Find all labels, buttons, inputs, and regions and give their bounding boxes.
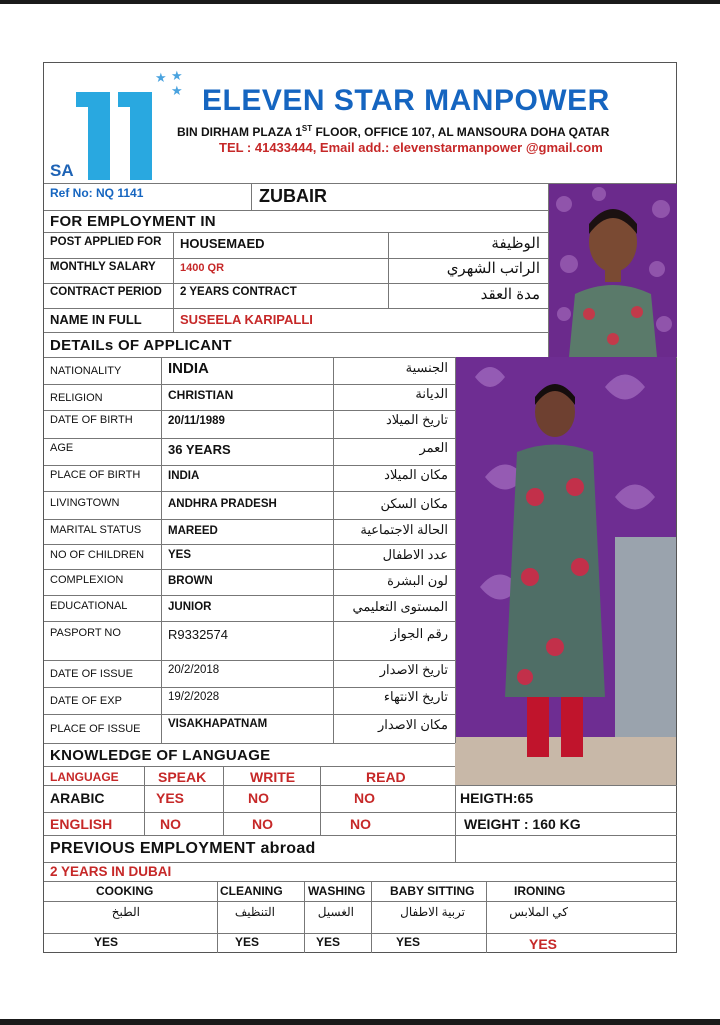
complexion-value: BROWN bbox=[168, 575, 213, 587]
star-icon: ★ bbox=[155, 70, 167, 85]
star-icon: ★ bbox=[171, 83, 183, 98]
marital-arabic: الحالة الاجتماعية bbox=[360, 522, 448, 537]
lang-header-read: READ bbox=[366, 769, 406, 785]
living-town-arabic: مكان السكن bbox=[380, 496, 448, 511]
skill-ironing-value: YES bbox=[529, 936, 558, 952]
applicant-short-name: ZUBAIR bbox=[259, 186, 327, 206]
nationality-value: INDIA bbox=[168, 360, 209, 377]
skill-ironing-label: IRONING bbox=[514, 884, 566, 898]
bottom-border bbox=[0, 1019, 720, 1025]
skill-cooking-arabic: الطبخ bbox=[111, 905, 140, 919]
dob-label: DATE OF BIRTH bbox=[50, 414, 133, 426]
skill-cleaning-label: CLEANING bbox=[220, 884, 283, 898]
nationality-label: NATIONALITY bbox=[50, 365, 122, 377]
lang-header-speak: SPEAK bbox=[158, 769, 207, 785]
previous-summary: 2 YEARS IN DUBAI bbox=[50, 864, 172, 879]
skill-washing-value: YES bbox=[316, 935, 341, 949]
lang-header-write: WRITE bbox=[250, 769, 296, 785]
education-arabic: المستوى التعليمي bbox=[352, 599, 448, 614]
complexion-arabic: لون البشرة bbox=[387, 573, 448, 588]
complexion-label: COMPLEXION bbox=[50, 574, 124, 586]
skill-babysitting-label: BABY SITTING bbox=[390, 884, 475, 898]
lang-arabic-write: NO bbox=[248, 790, 269, 806]
previous-section-title: PREVIOUS EMPLOYMENT abroad bbox=[50, 840, 316, 857]
passport-value: R9332574 bbox=[168, 627, 228, 642]
logo-eleven-icon bbox=[76, 68, 183, 180]
skill-cooking-value: YES bbox=[94, 935, 119, 949]
issue-place-value: VISAKHAPATNAM bbox=[168, 718, 268, 730]
height-value: HEIGTH:65 bbox=[460, 790, 534, 806]
salary-arabic: الراتب الشهري bbox=[446, 260, 540, 277]
lang-header-language: LANGUAGE bbox=[50, 770, 119, 784]
full-name-value: SUSEELA KARIPALLI bbox=[180, 312, 313, 327]
religion-label: RELIGION bbox=[50, 392, 103, 404]
company-address: BIN DIRHAM PLAZA 1ST FLOOR, OFFICE 107, AL MANSOURA DOHA QATAR bbox=[177, 124, 610, 139]
details-section-title: DETAILs OF APPLICANT bbox=[50, 337, 232, 354]
skill-ironing-arabic: كي الملابس bbox=[509, 905, 568, 919]
applicant-portrait-photo bbox=[549, 184, 677, 357]
star-icon: ★ bbox=[171, 68, 183, 83]
issue-date-label: DATE OF ISSUE bbox=[50, 668, 133, 680]
children-label: NO OF CHILDREN bbox=[50, 549, 145, 561]
skill-babysitting-value: YES bbox=[396, 935, 421, 949]
top-border bbox=[0, 0, 720, 4]
issue-date-arabic: تاريخ الاصدار bbox=[379, 662, 448, 677]
age-arabic: العمر bbox=[419, 440, 448, 455]
lang-english-write: NO bbox=[252, 816, 273, 832]
post-applied-label: POST APPLIED FOR bbox=[50, 236, 162, 248]
issue-place-arabic: مكان الاصدار bbox=[377, 717, 448, 732]
marital-value: MAREED bbox=[168, 525, 218, 537]
expiry-date-arabic: تاريخ الانتهاء bbox=[383, 689, 448, 704]
lang-arabic-name: ARABIC bbox=[50, 790, 105, 806]
dob-value: 20/11/1989 bbox=[168, 415, 225, 427]
skill-washing-label: WASHING bbox=[308, 884, 366, 898]
children-value: YES bbox=[168, 549, 192, 561]
religion-arabic: الديانة bbox=[415, 386, 448, 401]
issue-date-value: 20/2/2018 bbox=[168, 664, 220, 676]
skill-babysitting-arabic: تربية الاطفال bbox=[400, 905, 465, 919]
weight-value: WEIGHT : 160 KG bbox=[464, 816, 581, 832]
lang-arabic-read: NO bbox=[354, 790, 375, 806]
language-section-title: KNOWLEDGE OF LANGUAGE bbox=[50, 747, 271, 764]
religion-value: CHRISTIAN bbox=[168, 388, 234, 402]
contract-arabic: مدة العقد bbox=[480, 286, 540, 303]
ref-number: Ref No: NQ 1141 bbox=[50, 186, 144, 200]
birth-place-arabic: مكان الميلاد bbox=[384, 467, 448, 482]
company-contact: TEL : 41433444, Email add.: elevenstarmanpower @gmail.com bbox=[219, 140, 603, 155]
nationality-arabic: الجنسية bbox=[405, 360, 448, 375]
passport-arabic: رقم الجواز bbox=[390, 626, 448, 641]
age-label: AGE bbox=[50, 442, 74, 454]
company-name: ELEVEN STAR MANPOWER bbox=[202, 84, 610, 117]
post-applied-value: HOUSEMAED bbox=[180, 236, 265, 251]
education-value: JUNIOR bbox=[168, 601, 212, 613]
skill-cleaning-value: YES bbox=[235, 935, 260, 949]
salary-value: 1400 QR bbox=[180, 262, 225, 274]
age-value: 36 YEARS bbox=[168, 442, 231, 457]
applicant-full-photo bbox=[455, 357, 676, 785]
skill-cooking-label: COOKING bbox=[96, 884, 154, 898]
lang-arabic-speak: YES bbox=[156, 790, 185, 806]
passport-label: PASPORT NO bbox=[50, 627, 121, 639]
skill-cleaning-arabic: التنظيف bbox=[234, 905, 275, 919]
logo-sa: SA bbox=[50, 161, 74, 180]
salary-label: MONTHLY SALARY bbox=[50, 261, 156, 273]
lang-english-name: ENGLISH bbox=[50, 816, 113, 832]
full-name-label: NAME IN FULL bbox=[50, 312, 142, 327]
lang-english-read: NO bbox=[350, 816, 371, 832]
living-town-value: ANDHRA PRADESH bbox=[168, 498, 277, 510]
post-applied-arabic: الوظيفة bbox=[491, 235, 540, 252]
birth-place-label: PLACE OF BIRTH bbox=[50, 469, 141, 481]
issue-place-label: PLACE OF ISSUE bbox=[50, 723, 141, 735]
expiry-date-label: DATE OF EXP bbox=[50, 695, 122, 707]
contract-value: 2 YEARS CONTRACT bbox=[180, 286, 297, 298]
education-label: EDUCATIONAL bbox=[50, 600, 128, 612]
lang-english-speak: NO bbox=[160, 816, 181, 832]
birth-place-value: INDIA bbox=[168, 470, 200, 482]
children-arabic: عدد الاطفال bbox=[382, 547, 448, 562]
marital-label: MARITAL STATUS bbox=[50, 524, 142, 536]
dob-arabic: تاريخ الميلاد bbox=[385, 412, 448, 427]
skill-washing-arabic: الغسيل bbox=[317, 905, 354, 919]
expiry-date-value: 19/2/2028 bbox=[168, 691, 220, 703]
contract-label: CONTRACT PERIOD bbox=[50, 286, 162, 298]
living-town-label: LIVINGTOWN bbox=[50, 497, 120, 509]
employment-section-title: FOR EMPLOYMENT IN bbox=[50, 213, 216, 230]
